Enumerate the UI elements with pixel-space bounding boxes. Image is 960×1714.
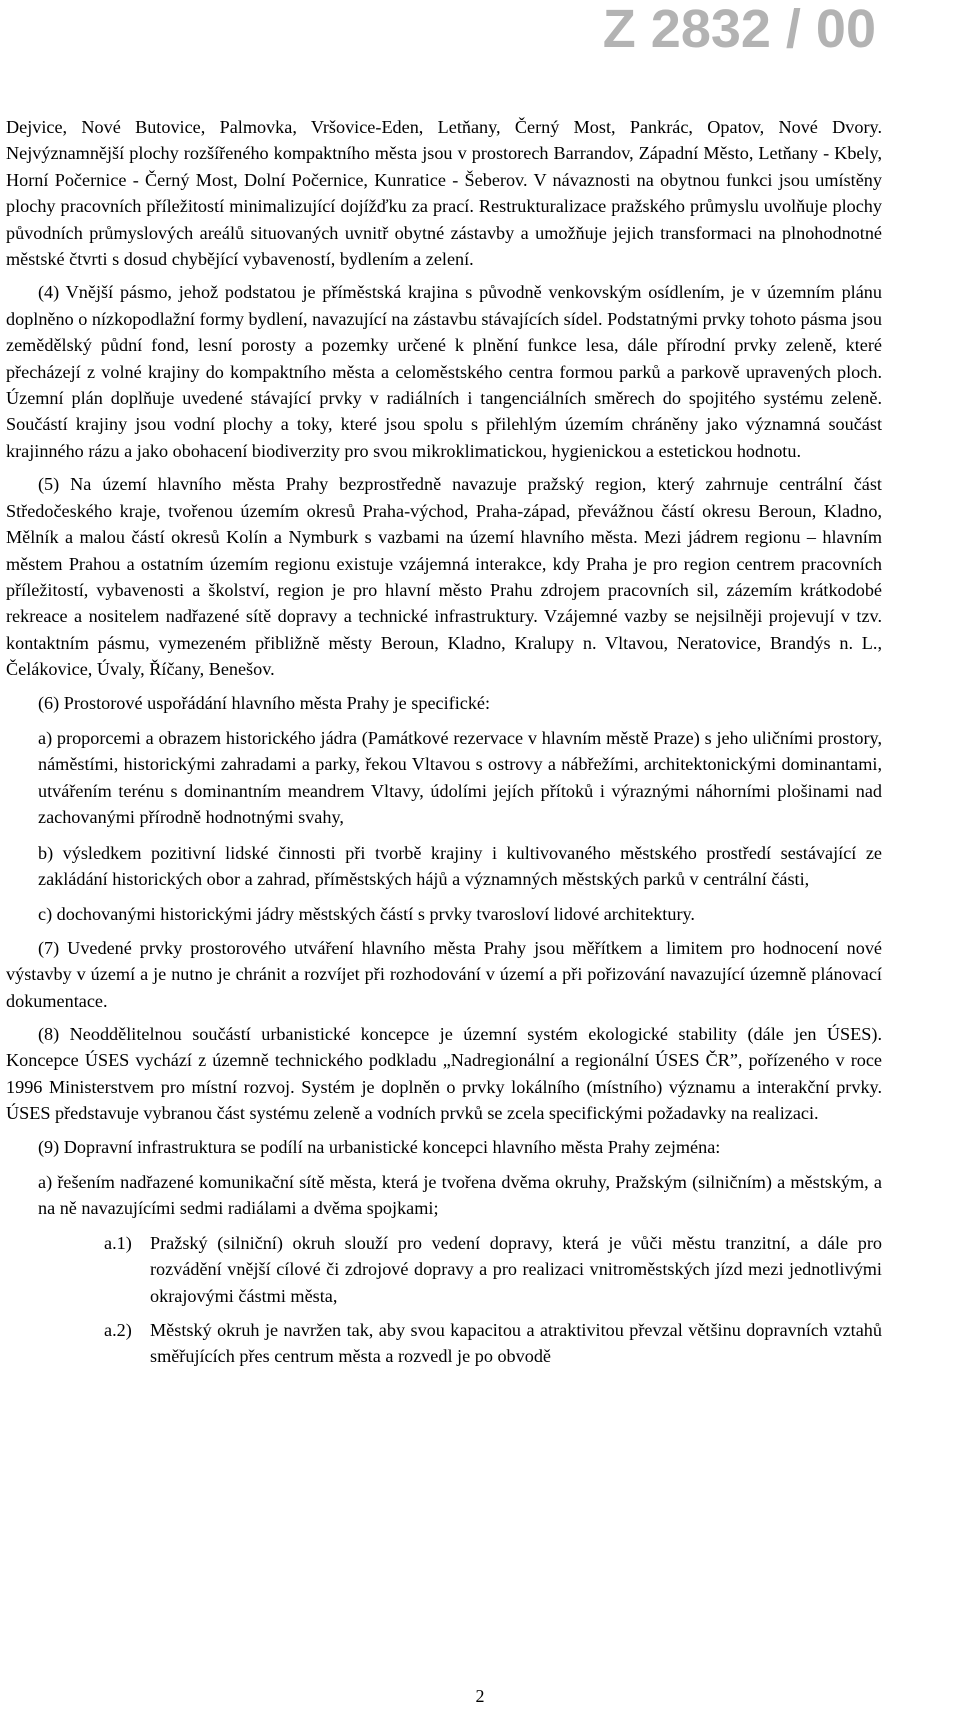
paragraph-9-item-a: a) řešením nadřazené komunikační sítě města, která je tvořena dvěma okruhy, Pražským (silničním) a městským, a na ně navazujícími sedmi radiálami a dvěma spojkami;: [38, 1172, 882, 1219]
paragraph-8: (8) Neoddělitelnou součástí urbanistické koncepce je územní systém ekologické stability (dále jen ÚSES). Koncepce ÚSES vychází z územně technického podkladu „Nadregionální a regionální ÚSES ČR”, pořízeného v roce 1996 Ministerstvem pro místní rozvoj. Systém je doplněn o prvky lokálního (místního) významu a interakční prvky. ÚSES představuje vybranou část systému zeleně a vodních prvků se zcela specifickými požadavky na realizaci.: [6, 1024, 882, 1124]
document-body: [6, 114, 882, 1370]
paragraph-9-intro: (9) Dopravní infrastruktura se podílí na urbanistické koncepci hlavního města Prahy zejména:: [38, 1136, 721, 1157]
sub-item-a2: [6, 1317, 882, 1370]
paragraph-3-continued: Dejvice, Nové Butovice, Palmovka, Vršovice-Eden, Letňany, Černý Most, Pankrác, Opatov, Nové Dvory. Nejvýznamnější plochy rozšířeného kompaktního města jsou v prostorech Barrandov, Západní Město, Letňany - Kbely, Horní Počernice - Černý Most, Dolní Počernice, Kunratice - Šeberov. V návaznosti na obytnou funkci jsou umístěny plochy pracovních příležitostí minimalizující dojížďku za prací. Restrukturalizace pražského průmyslu uvolňuje plochy původních průmyslových areálů situovaných uvnitř obytné zástavby a umožňuje jejich transformaci na plnohodnotné městské čtvrti s dosud chybějící vybaveností, bydlením a zelení.: [6, 117, 882, 270]
document-id-header: Z 2832 / 00: [602, 0, 876, 59]
paragraph-4: (4) Vnější pásmo, jehož podstatou je příměstská krajina s původně venkovským osídlením, je v územním plánu doplněno o nízkopodlažní formy bydlení, navazující na zástavbu stávajících sídel. Podstatnými prvky tohoto pásma jsou zemědělský půdní fond, lesní porosty a pozemky určené k plnění funkce lesa, dále přírodní prvky zeleně, které přecházejí z volné krajiny do kompaktního města a celoměstského centra formou parků a parkově upravených ploch. Územní plán doplňuje uvedené stávající prvky v radiálních i tangenciálních směrech do spojitého systému zeleně. Součástí krajiny jsou vodní plochy a toky, které jsou spolu s přilehlým územím chráněny jako významná součást krajinného rázu a jako obohacení biodiverzity pro svou mikroklimatickou, hygienickou a estetickou hodnotu.: [6, 282, 882, 461]
paragraph-6-item-c: c) dochovanými historickými jádry městských částí s prvky tvarosloví lidové architektury.: [38, 904, 695, 925]
paragraph-5: (5) Na území hlavního města Prahy bezprostředně navazuje pražský region, který zahrnuje centrální část Středočeského kraje, tvořenou územím okresů Praha-východ, Praha-západ, převážnou částí okresu Beroun, Kladno, Mělník a malou částí okresů Kolín a Nymburk s vazbami na území hlavního města. Mezi jádrem regionu – hlavním městem Prahou a ostatním územím regionu existuje vzájemná interakce, kdy Praha je pro region centrem pracovních příležitostí, vybavenosti a školství, region je pro hlavní město Prahu zdrojem pracovních sil, zázemím krátkodobé rekreace a nositelem nadřazené sítě dopravy a technické infrastruktury. Vzájemné vazby se nejsilněji projevují v tzv. kontaktním pásmu, vymezeném přibližně městy Beroun, Kladno, Kralupy n. Vltavou, Neratovice, Brandýs n. L., Čelákovice, Úvaly, Říčany, Benešov.: [6, 474, 882, 680]
paragraph-6-item-b: b) výsledkem pozitivní lidské činnosti při tvorbě krajiny i kultivovaného městského prostředí sestávající ze zakládání historických obor a zahrad, příměstských hájů a významných městských parků v centrální části,: [38, 842, 882, 889]
sub-item-text: Městský okruh je navržen tak, aby svou kapacitou a atraktivitou převzal většinu dopravních vztahů směřujících přes centrum města a rozvedl je po obvodě: [150, 1320, 882, 1367]
paragraph-6-item-a: a) proporcemi a obrazem historického jádra (Památkové rezervace v hlavním městě Praze) s jeho uličními prostory, náměstími, historickými zahradami a parky, řekou Vltavou s ostrovy a nábřežími, architektonickými dominantami, utvářením terénu s dominantním meandrem Vltavy, údolími jejích přítoků i výraznými náhorními plošinami nad zachovanými přírodně hodnotnými svahy,: [38, 727, 882, 828]
sub-item-a1: [6, 1230, 882, 1309]
paragraph-6-intro: (6) Prostorové uspořádání hlavního města Prahy je specifické:: [38, 692, 491, 713]
sub-item-text: Pražský (silniční) okruh slouží pro vedení dopravy, která je vůči městu tranzitní, a dále pro rozvádění vnější cílové či zdrojové dopravy a pro realizaci vnitroměstských jízd mezi jednotlivými okrajovými částmi města,: [150, 1232, 882, 1306]
sub-item-label: a.1): [104, 1232, 132, 1253]
page-number: 2: [475, 1686, 485, 1706]
paragraph-7: (7) Uvedené prvky prostorového utváření hlavního města Prahy jsou měřítkem a limitem pro hodnocení nové výstavby v území a je nutno je chránit a rozvíjet při rozhodování v území a při pořizování navazující územně plánovací dokumentace.: [6, 937, 882, 1011]
sub-item-label: a.2): [104, 1320, 132, 1341]
